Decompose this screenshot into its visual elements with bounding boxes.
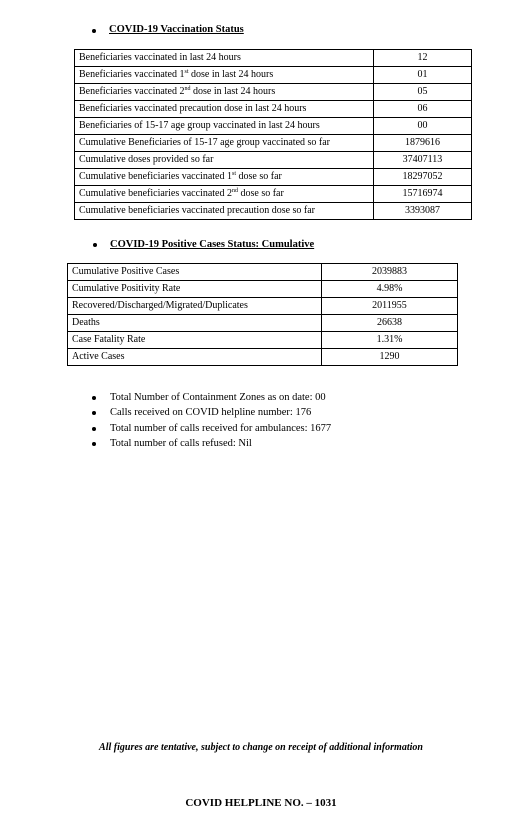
note-text: Total Number of Containment Zones as on date: 00 — [110, 392, 326, 403]
table-row — [68, 332, 458, 349]
row-label: Cumulative Positive Cases — [68, 264, 322, 281]
disclaimer: All figures are tentative, subject to change on receipt of additional information — [99, 742, 423, 753]
label-text: Cumulative Beneficiaries of 15-17 age group vaccinated so far — [79, 137, 331, 148]
label-text: Beneficiaries vaccinated in last 24 hours — [79, 52, 241, 63]
row-label — [75, 84, 374, 101]
table-row — [75, 135, 472, 152]
bullet-icon — [92, 29, 96, 33]
list-item — [90, 405, 331, 420]
bullet-icon — [92, 427, 96, 431]
table-row — [68, 264, 458, 281]
row-value: 2011955 — [322, 298, 458, 315]
table-row — [75, 169, 472, 186]
row-value: 12 — [374, 50, 472, 67]
row-label — [75, 203, 374, 220]
label-text: Beneficiaries vaccinated 1 — [79, 69, 185, 80]
row-value: 15716974 — [374, 186, 472, 203]
label-text: Cumulative beneficiaries vaccinated 2 — [79, 188, 232, 199]
summary-notes — [90, 390, 331, 451]
list-item — [90, 421, 331, 436]
row-value: 1290 — [322, 349, 458, 366]
table-row — [68, 349, 458, 366]
row-label — [75, 169, 374, 186]
row-label — [75, 101, 374, 118]
row-label: Active Cases — [68, 349, 322, 366]
label-text: Cumulative doses provided so far — [79, 154, 214, 165]
vaccination-heading: COVID-19 Vaccination Status — [109, 24, 244, 35]
bullet-icon — [92, 411, 96, 415]
row-value: 06 — [374, 101, 472, 118]
table-row — [75, 186, 472, 203]
row-label — [75, 135, 374, 152]
table-row — [75, 50, 472, 67]
note-text: Total number of calls received for ambulances: 1677 — [110, 422, 332, 434]
label-text: Cumulative beneficiaries vaccinated precaution dose so far — [79, 205, 316, 216]
vaccination-table — [74, 49, 472, 220]
row-value: 37407113 — [374, 152, 472, 169]
row-value: 05 — [374, 84, 472, 101]
row-label — [75, 67, 374, 84]
bullet-icon — [92, 442, 96, 446]
positive-cases-table — [67, 263, 458, 366]
row-value: 01 — [374, 67, 472, 84]
note-text: Calls received on COVID helpline number: 176 — [110, 407, 312, 419]
list-item — [90, 390, 331, 405]
row-label — [75, 118, 374, 135]
row-label: Case Fatality Rate — [68, 332, 322, 349]
label-text: dose in last 24 hours — [190, 86, 276, 97]
row-value: 18297052 — [374, 169, 472, 186]
row-label — [75, 152, 374, 169]
label-text: Cumulative beneficiaries vaccinated 1 — [79, 171, 232, 182]
table-row — [68, 298, 458, 315]
label-text: dose in last 24 hours — [188, 69, 274, 80]
table-row — [68, 281, 458, 298]
table-row — [75, 101, 472, 118]
table-row — [75, 118, 472, 135]
row-label — [75, 50, 374, 67]
row-value: 2039883 — [322, 264, 458, 281]
label-text: dose so far — [236, 171, 282, 182]
label-text: dose so far — [238, 188, 284, 199]
label-text: Beneficiaries of 15-17 age group vaccinated in last 24 hours — [79, 120, 320, 131]
ordinal-suffix: nd — [184, 86, 191, 92]
ordinal-suffix: st — [184, 69, 189, 75]
row-value: 3393087 — [374, 203, 472, 220]
bullet-icon — [93, 243, 97, 247]
note-text: Total number of calls refused: Nil — [110, 437, 252, 449]
table-row — [68, 315, 458, 332]
table-row — [75, 67, 472, 84]
row-value: 4.98% — [322, 281, 458, 298]
row-value: 1879616 — [374, 135, 472, 152]
row-value: 26638 — [322, 315, 458, 332]
row-label — [75, 186, 374, 203]
table-row — [75, 84, 472, 101]
label-text: Beneficiaries vaccinated 2 — [79, 86, 185, 97]
positive-cases-heading: COVID-19 Positive Cases Status: Cumulative — [110, 239, 315, 250]
row-value: 00 — [374, 118, 472, 135]
ordinal-suffix: st — [232, 171, 237, 177]
label-text: Beneficiaries vaccinated precaution dose in last 24 hours — [79, 103, 307, 114]
row-label: Recovered/Discharged/Migrated/Duplicates — [68, 298, 322, 315]
table-row — [75, 152, 472, 169]
row-label: Cumulative Positivity Rate — [68, 281, 322, 298]
ordinal-suffix: nd — [232, 188, 238, 194]
bullet-icon — [92, 396, 96, 400]
table-row — [75, 203, 472, 220]
helpline-footer: COVID HELPLINE NO. – 1031 — [185, 797, 337, 809]
list-item — [90, 436, 331, 451]
row-value: 1.31% — [322, 332, 458, 349]
row-label: Deaths — [68, 315, 322, 332]
